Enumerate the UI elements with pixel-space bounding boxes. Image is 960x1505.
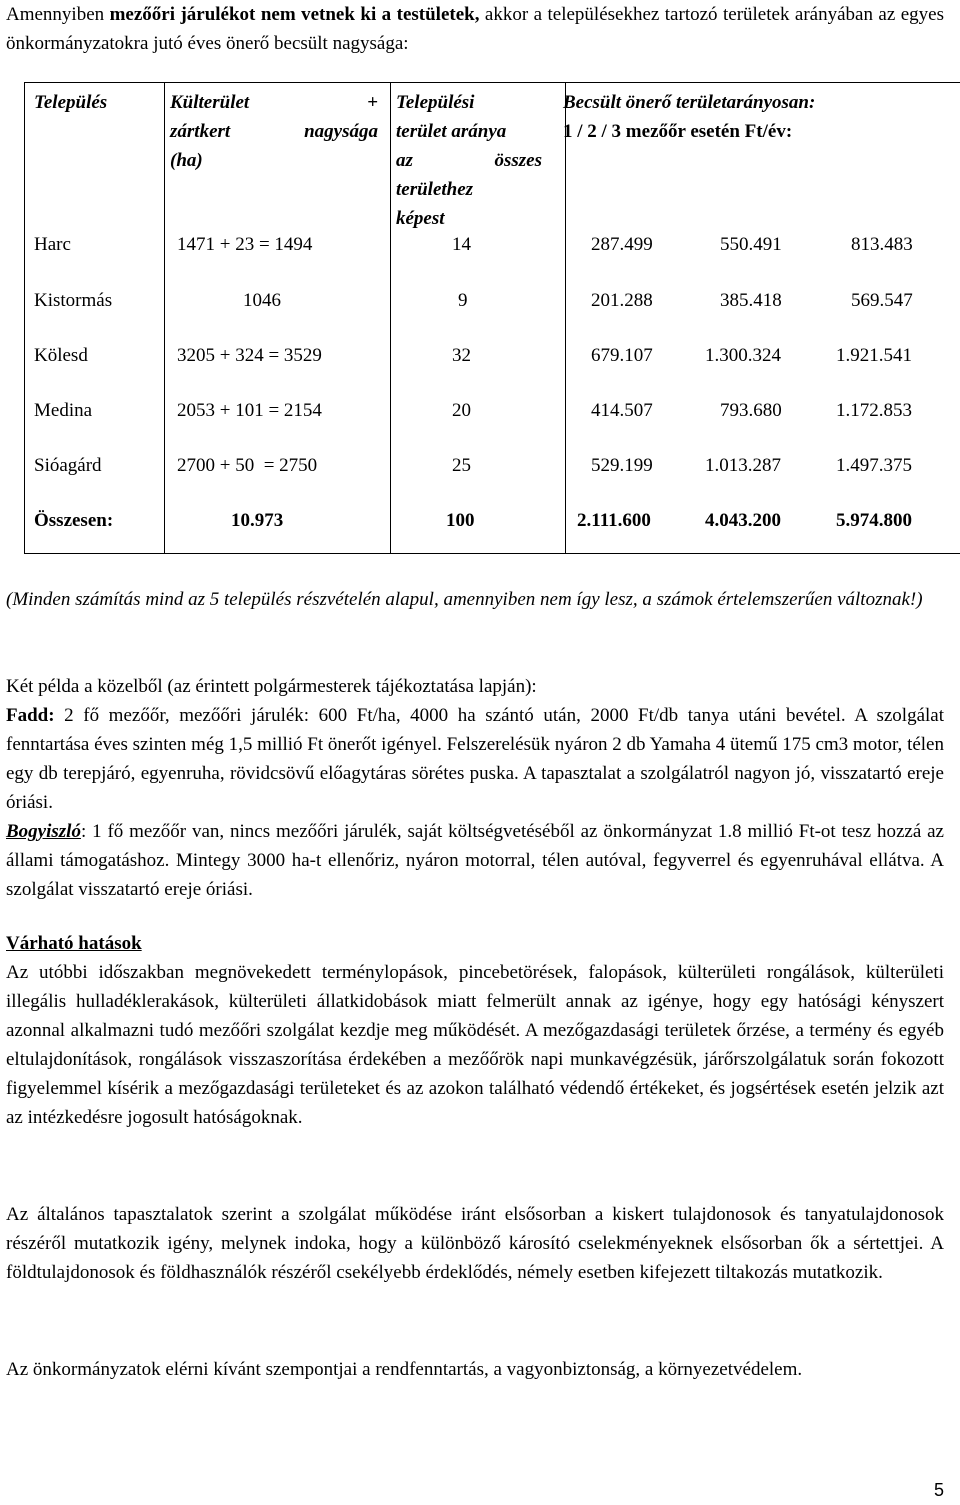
row-ratio: 32 [452, 345, 471, 366]
row-ratio: 25 [452, 455, 471, 476]
row-settlement: Medina [34, 400, 93, 421]
row-area: 2700 + 50 = 2750 [177, 455, 318, 476]
row-estimate-1: 679.107 [591, 345, 653, 366]
row-estimate-2: 1.013.287 [705, 455, 781, 476]
row-estimate-3: 1.921.541 [836, 345, 912, 366]
row-estimate-2: 793.680 [720, 400, 782, 421]
fadd-text: 2 fő mezőőr, mezőőri járulék: 600 Ft/ha, 4000 ha szántó után, 2000 Ft/db tanya utáni bevétel. A szolgálat fenntartása éves szinten még 1,5 millió Ft önerőt igényel. Felszerelésük nyáron 2 db Yamaha 4 ütemű 175 cm3 motor, télen egy db terepjáró, egyenruha, rövidcsövű előagytáras sörétes puska. A tapasztalat a szolgálatról nagyon jó, visszatartó ereje óriási. [6, 705, 944, 813]
intro-text-start: Amennyiben [6, 4, 110, 25]
row-estimate-2: 385.418 [720, 290, 782, 311]
header-estimate: Becsült önerő területarányosan: 1 / 2 / 3 mezőőr esetén Ft/év: [563, 92, 816, 142]
row-estimate-1: 414.507 [591, 400, 653, 421]
page-number: 5 [933, 1480, 944, 1500]
total-estimate-3: 5.974.800 [836, 510, 912, 531]
row-estimate-3: 1.172.853 [836, 400, 912, 421]
intro-text-end: akkor a településekhez tartozó területek arányában az egyes önkormányzatokra jutó éves önerő becsült nagysága: [6, 4, 944, 54]
row-estimate-3: 569.547 [851, 290, 913, 311]
row-estimate-2: 1.300.324 [705, 345, 781, 366]
row-area: 2053 + 101 = 2154 [177, 400, 322, 421]
examples-intro: Két példa a közelből (az érintett polgármesterek tájékoztatása lapján): [6, 676, 537, 697]
total-area: 10.973 [231, 510, 284, 531]
row-settlement: Harc [34, 234, 71, 255]
table-divider [164, 83, 165, 553]
row-settlement: Kistormás [34, 290, 113, 311]
row-ratio: 20 [452, 400, 471, 421]
row-ratio: 9 [458, 290, 468, 311]
section-heading: Várható hatások [6, 933, 142, 954]
row-estimate-1: 529.199 [591, 455, 653, 476]
calculation-note: (Minden számítás mind az 5 település részvételén alapul, amennyiben nem így lesz, a számok értelemszerűen változnak!) [6, 589, 923, 610]
table-divider [565, 83, 566, 553]
municipalities-paragraph: Az önkormányzatok elérni kívánt szempontjai a rendfenntartás, a vagyonbiztonság, a környezetvédelem. [6, 1359, 803, 1380]
table-divider [390, 83, 391, 553]
row-estimate-1: 287.499 [591, 234, 653, 255]
header-settlement: Település [34, 92, 108, 113]
total-label: Összesen: [34, 510, 114, 531]
row-estimate-1: 201.288 [591, 290, 653, 311]
general-paragraph: Az általános tapasztalatok szerint a szolgálat működése iránt elsősorban a kiskert tulajdonosok és tanyatulajdonosok részéről mutatkozik igény, melynek indoka, hogy a különböző károsító cselekményeknek elsősorban ők a sértettjei. A földtulajdonosok és földhasználók részéről csekélyebb érdeklődés, némely esetben kifejezett tiltakozás mutatkozik. [6, 1204, 944, 1283]
row-estimate-2: 550.491 [720, 234, 782, 255]
examples-section [6, 672, 944, 904]
row-estimate-3: 1.497.375 [836, 455, 912, 476]
bogyiszlo-text: : 1 fő mezőőr van, nincs mezőőri járulék, saját költségvetéséből az önkormányzat 1.8 millió Ft-ot tesz hozzá az állami támogatáshoz. Mintegy 3000 ha-t ellenőriz, nyáron motorral, télen autóval, fegyverrel és egyenruhával ellátva. A szolgálat visszatartó ereje óriási. [6, 821, 944, 900]
header-area: Külterület + zártkert nagysága (ha) [170, 92, 378, 171]
estimate-table [24, 82, 960, 554]
total-estimate-2: 4.043.200 [705, 510, 781, 531]
total-estimate-1: 2.111.600 [577, 510, 651, 531]
row-area: 1471 + 23 = 1494 [177, 234, 313, 255]
fadd-label: Fadd: [6, 705, 55, 726]
row-estimate-3: 813.483 [851, 234, 913, 255]
row-ratio: 14 [452, 234, 471, 255]
intro-paragraph [6, 0, 944, 58]
bogyiszlo-label: Bogyiszló [6, 821, 81, 842]
row-settlement: Sióagárd [34, 455, 102, 476]
header-ratio: Települési terület aránya az összes területhez képest [396, 92, 542, 229]
effects-paragraph: Az utóbbi időszakban megnövekedett terménylopások, pincebetörések, falopások, külterületi rongálások, külterületi illegális hulladéklerakások, külterületi állatkidobások miatt felmerült annak az igénye, hogy egy hatósági kényszert azonnal alkalmazni tudó mezőőri szolgálat kezdje meg működését. A mezőgazdasági területek őrzése, a termény és egyéb eltulajdonítások, rongálások visszaszorítása érdekében a mezőőrök napi munkavégzésük, járőrszolgálatuk során fokozott figyelemmel kísérik a mezőgazdasági területeket és az azokon található védendő értékeket, és jogsértések esetén jelzik azt az intézkedésre jogosult hatóságoknak. [6, 962, 944, 1128]
row-settlement: Kölesd [34, 345, 88, 366]
row-area: 3205 + 324 = 3529 [177, 345, 322, 366]
total-ratio: 100 [446, 510, 475, 531]
row-area: 1046 [243, 290, 281, 311]
intro-bold-text: mezőőri járulékot nem vetnek ki a testületek, [109, 4, 480, 25]
example-fadd [6, 701, 944, 817]
example-bogyiszlo [6, 817, 944, 904]
